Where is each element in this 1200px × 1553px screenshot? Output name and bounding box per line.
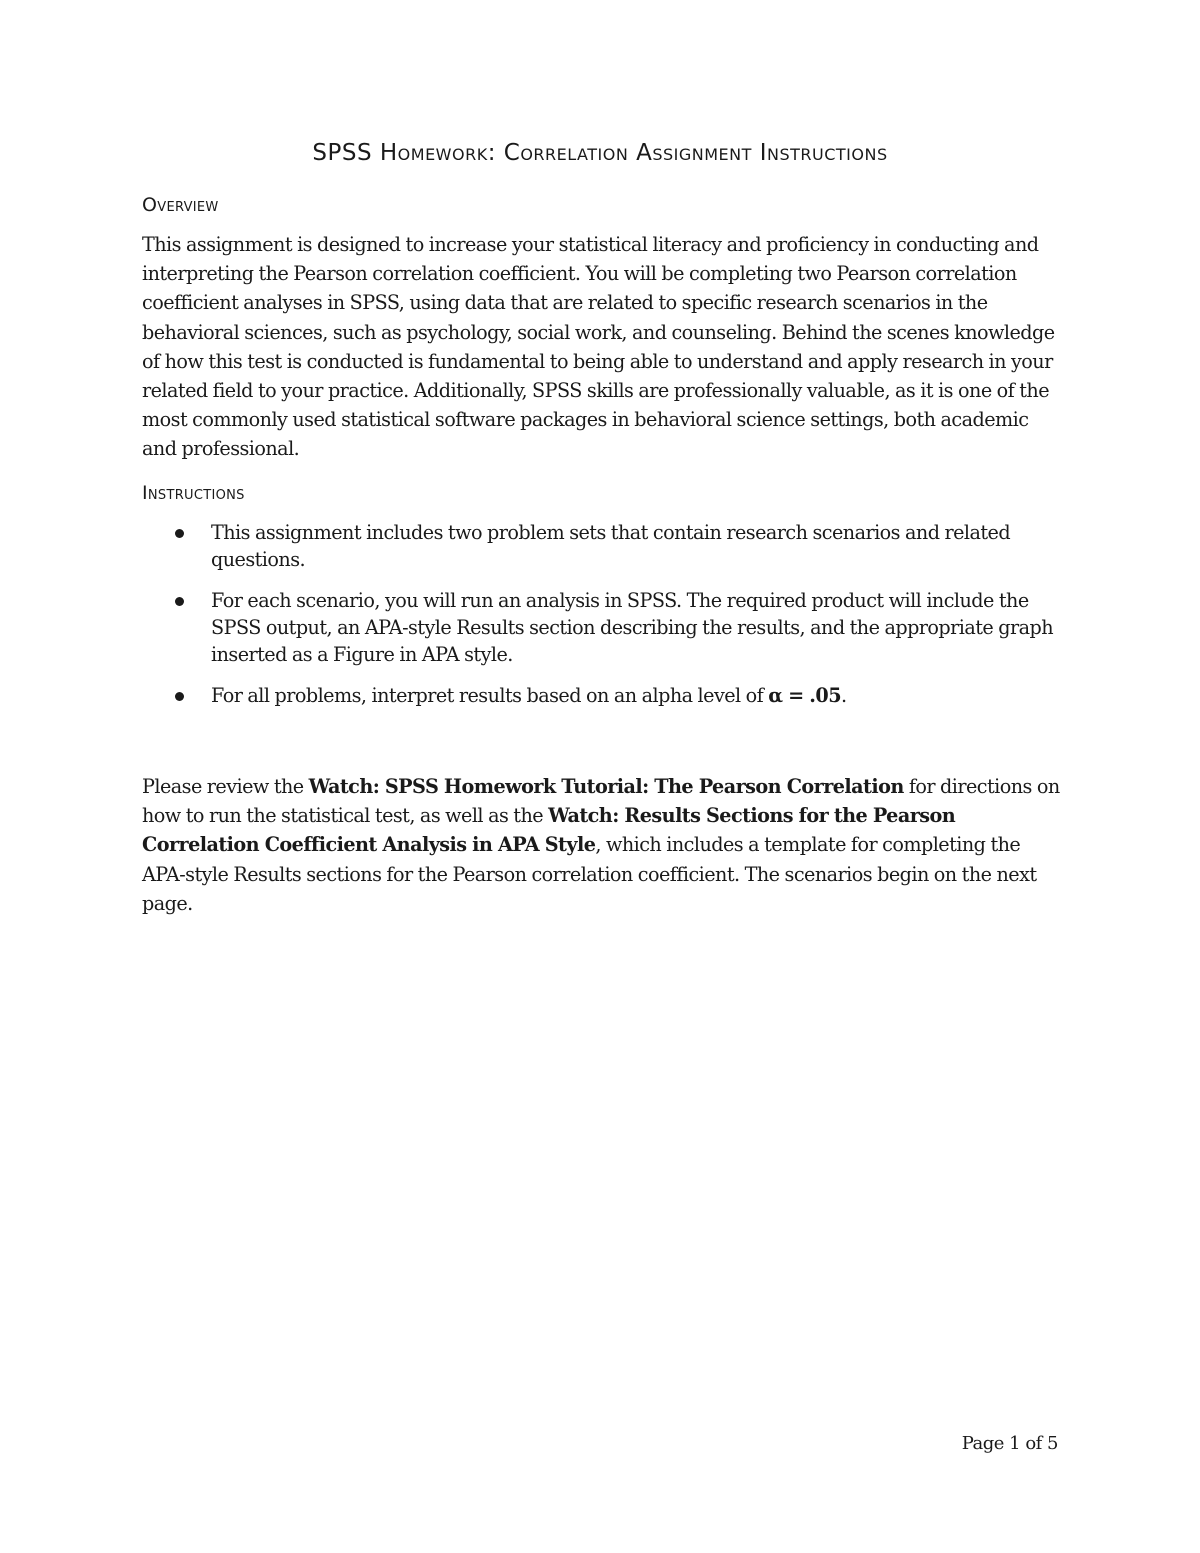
list-item-text: For each scenario, you will run an analysis in SPSS. The required product will include the SPSS output, an APA-style Results section describing the results, and the appropriate graph inserted as a Figure in APA style. bbox=[211, 589, 1054, 666]
bullet-icon bbox=[175, 529, 184, 538]
alpha-value: α = .05 bbox=[768, 684, 842, 707]
tutorial-reference: Watch: SPSS Homework Tutorial: The Pearson Correlation bbox=[308, 775, 904, 798]
instructions-list bbox=[142, 519, 1062, 723]
review-text: Please review the bbox=[142, 775, 309, 798]
bullet-icon bbox=[175, 597, 184, 606]
document-title: SPSS Homework: Correlation Assignment Instructions bbox=[312, 140, 888, 166]
list-item-text-end: . bbox=[841, 684, 847, 707]
review-text: , which includes a template for completing the APA-style Results sections for the Pearson correlation coefficient. The scenarios begin on the next page. bbox=[142, 833, 1037, 915]
bullet-icon bbox=[175, 692, 184, 701]
list-item bbox=[142, 682, 1062, 709]
review-paragraph bbox=[142, 772, 1062, 918]
list-item bbox=[142, 519, 1062, 573]
page-number: Page 1 of 5 bbox=[961, 1433, 1058, 1454]
list-item-text: For all problems, interpret results based on an alpha level of bbox=[211, 684, 769, 707]
results-sections-reference: Watch: Results Sections for the Pearson Correlation Coefficient Analysis in APA Style bbox=[142, 804, 956, 857]
list-item bbox=[142, 587, 1062, 668]
instructions-heading: Instructions bbox=[142, 482, 245, 504]
list-item-text: This assignment includes two problem sets that contain research scenarios and related questions. bbox=[211, 521, 1011, 571]
overview-heading: Overview bbox=[142, 194, 219, 216]
review-text: for directions on how to run the statistical test, as well as the bbox=[142, 775, 1060, 828]
overview-paragraph: This assignment is designed to increase your statistical literacy and proficiency in conducting and interpreting the Pearson correlation coefficient. You will be completing two Pearson correlation coefficient analyses in SPSS, using data that are related to specific research scenarios in the behavioral sciences, such as psychology, social work, and counseling. Behind the scenes knowledge of how this test is conducted is fundamental to being able to understand and apply research in your related field to your practice. Additionally, SPSS skills are professionally valuable, as it is one of the most commonly used statistical software packages in behavioral science settings, both academic and professional. bbox=[142, 233, 1055, 461]
